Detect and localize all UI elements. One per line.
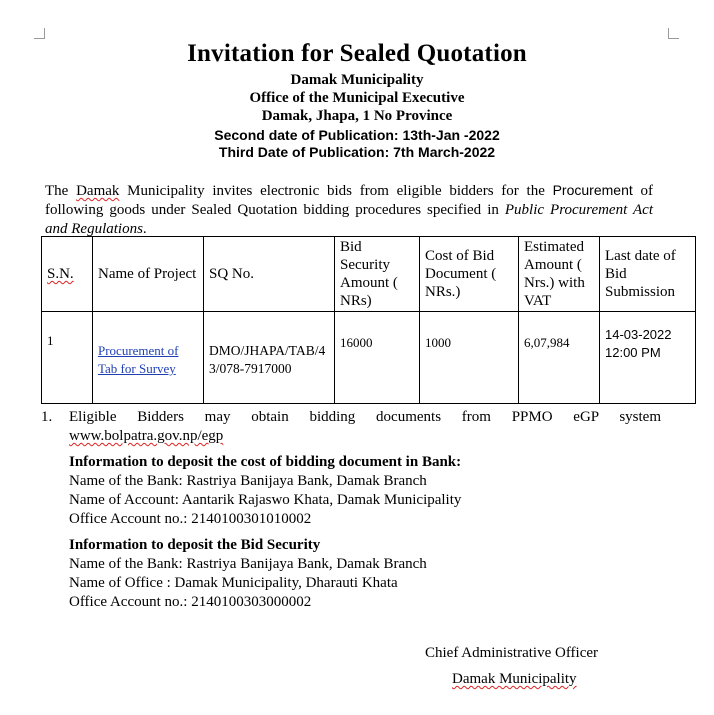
cell-cost: 1000 <box>420 312 519 404</box>
security-info-heading: Information to deposit the Bid Security <box>69 537 321 553</box>
cell-sq-no: DMO/JHAPA/TAB/43/078-7917000 <box>204 312 335 404</box>
table-row <box>42 312 696 404</box>
cost-info-heading: Information to deposit the cost of bidding document in Bank: <box>69 454 462 470</box>
list-number: 1. <box>41 409 53 425</box>
cell-security: 16000 <box>335 312 420 404</box>
page-corner-mark-right <box>668 28 679 39</box>
cost-deposit-info <box>69 453 461 529</box>
cost-info-account-name: Name of Account: Aantarik Rajaswo Khata, Damak Municipality <box>69 492 462 508</box>
project-link[interactable]: Procurement of Tab for Survey <box>98 343 179 376</box>
cell-sn: 1 <box>42 312 93 404</box>
col-sn: S.N. <box>47 266 74 282</box>
security-info-bank: Name of the Bank: Rastriya Banijaya Bank, Damak Branch <box>69 556 427 572</box>
security-info-office-name: Name of Office : Damak Municipality, Dharauti Khata <box>69 575 398 591</box>
egp-url-link[interactable]: www.bolpatra.gov.np/egp <box>69 428 224 444</box>
signature-title: Chief Administrative Officer <box>425 645 599 661</box>
header-municipality: Damak Municipality <box>290 72 424 88</box>
cost-info-bank: Name of the Bank: Rastriya Banijaya Bank, Damak Branch <box>69 473 427 489</box>
header-third-publication: Third Date of Publication: 7th March-2022 <box>218 144 496 160</box>
cell-time: 12:00 PM <box>605 345 661 360</box>
cell-last-date <box>600 312 696 404</box>
security-info-account-no: Office Account no.: 2140100303000002 <box>69 594 312 610</box>
col-cost: Cost of Bid Document ( NRs.) <box>420 237 519 312</box>
page-corner-mark-left <box>34 28 45 39</box>
page-title: Invitation for Sealed Quotation <box>187 40 527 67</box>
cell-date: 14-03-2022 <box>605 327 672 342</box>
header-address: Damak, Jhapa, 1 No Province <box>261 108 453 124</box>
signature-org: Damak Municipality <box>452 671 577 687</box>
intro-paragraph: The Damak Municipality invites electronic bids from eligible bidders for the Procurement of following goods under Sealed Quotation bidding procedures specified in Public Procurement Act and Regulations. <box>45 182 653 237</box>
col-last-date: Last date of Bid Submission <box>600 237 696 312</box>
col-project-name: Name of Project <box>93 237 204 312</box>
list-text: Eligible Bidders may obtain bidding documents from PPMO eGP system <box>69 409 661 425</box>
header-office: Office of the Municipal Executive <box>249 90 465 106</box>
cell-estimated: 6,07,984 <box>519 312 600 404</box>
header-second-publication: Second date of Publication: 13th-Jan -2022 <box>214 127 500 143</box>
col-bid-security: Bid Security Amount ( NRs) <box>335 237 420 312</box>
list-item <box>41 408 661 446</box>
col-estimated: Estimated Amount ( Nrs.) with VAT <box>519 237 600 312</box>
table-header-row <box>42 237 696 312</box>
cost-info-account-no: Office Account no.: 2140100301010002 <box>69 511 312 527</box>
bid-table <box>41 236 696 404</box>
security-deposit-info <box>69 536 427 612</box>
col-sq-no: SQ No. <box>204 237 335 312</box>
